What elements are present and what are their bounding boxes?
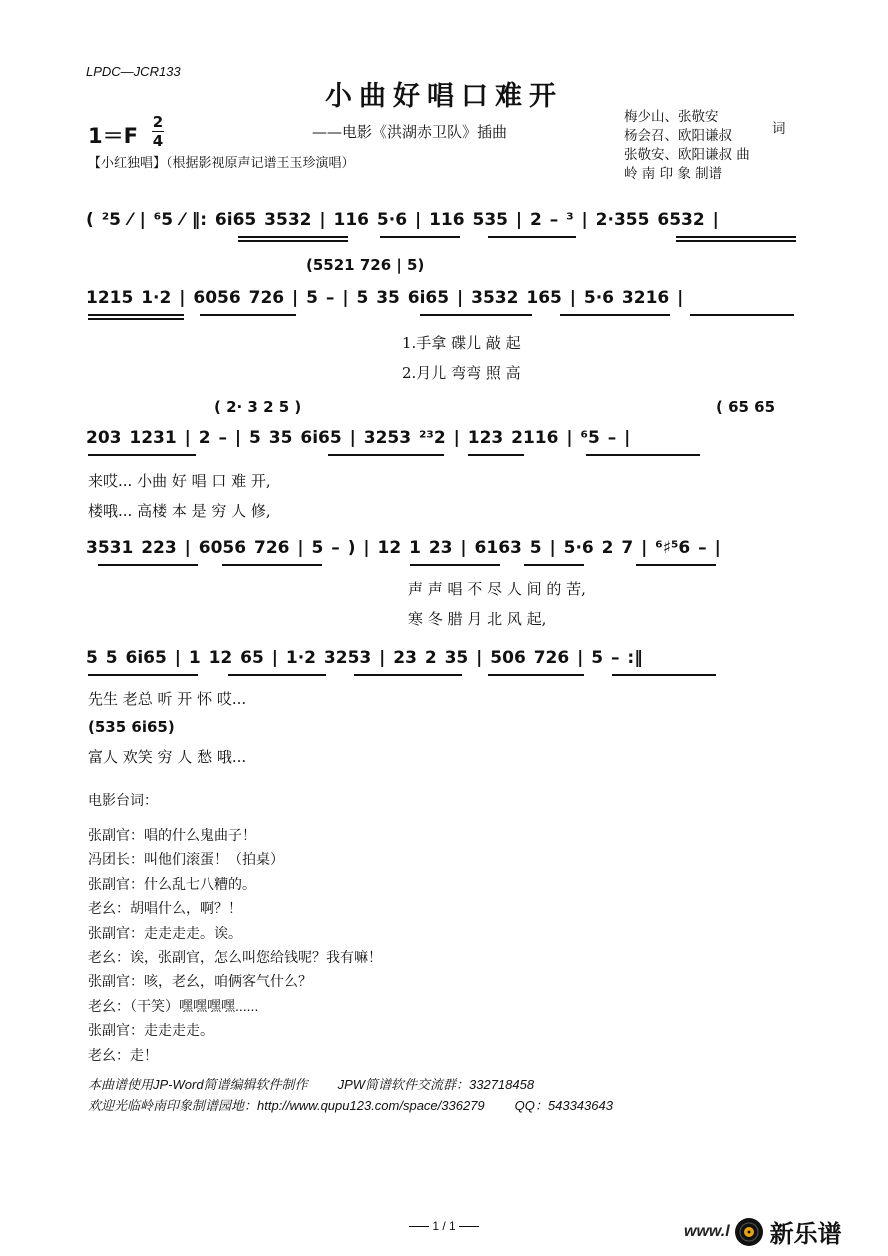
lyricist-role: 词 <box>772 121 786 137</box>
performance-note: 【小红独唱】（根据影视原声记谱王玉珍演唱） <box>88 156 355 171</box>
lyricists-line2: 杨会召、欧阳谦叔 <box>624 128 732 144</box>
row5-lyric-2: 富人 欢笑 穷 人 愁 哦... <box>88 748 247 766</box>
dialog-line: 张副官：唱的什么鬼曲子！ <box>88 827 256 843</box>
dialog-line: 张副官：走走走走。诶。 <box>88 924 242 941</box>
dialog-heading: 电影台词： <box>88 792 158 808</box>
brand-watermark <box>684 1214 842 1249</box>
time-bottom: 4 <box>152 132 164 150</box>
score-row-3-intro: ( 2· 3 2 5 ) <box>214 398 302 416</box>
score-row-4: 3531 223 | 6056 726 | 5 – ) | 12 1 23 | 6163 5 | 5·6 2 7 | ⁶♯⁵6 – | <box>86 538 721 558</box>
brand-url: www.l <box>684 1222 730 1240</box>
dialog-line: 老幺：（干笑）嘿嘿嘿嘿...... <box>88 997 259 1014</box>
key-signature: 1＝F <box>88 124 138 148</box>
dialog-line: 张副官：什么乱七八糟的。 <box>88 875 256 892</box>
dialog-line: 老幺：诶，张副官，怎么叫您给钱呢？我有嘛！ <box>88 949 382 966</box>
score-row-3: 203 1231 | 2 – | 5 35 6i65 | 3253 ²³2 | 123 2116 | ⁶5 – | <box>86 428 631 448</box>
score-row-2: 1215 1·2 | 6056 726 | 5 – | 5 35 6i65 | 3532 165 | 5·6 3216 | <box>86 288 684 308</box>
credits <box>624 108 786 184</box>
score-row-2-intro: (5521 726 | 5) <box>306 256 425 274</box>
row3-lyric-1: 来哎... 小曲 好 唱 口 难 开, <box>88 472 271 490</box>
score-row-3-intro-right: ( 65 65 <box>716 398 776 416</box>
score-code: LPDC—JCR133 <box>86 64 181 79</box>
score-row-5: 5 5 6i65 | 1 12 65 | 1·2 3253 | 23 2 35 | 506 726 | 5 – :‖ <box>86 648 643 668</box>
footer-site-link[interactable]: 欢迎光临岭南印象制谱园地：http://www.qupu123.com/space/336279 <box>88 1098 485 1113</box>
footer-software: 本曲谱使用JP-Word简谱编辑软件制作 <box>88 1077 308 1092</box>
arranger-line: 岭 南 印 象 制谱 <box>624 166 723 182</box>
row2-lyric-1: 1.手拿 碟儿 敲 起 <box>402 334 521 352</box>
dialog-list <box>88 823 382 1067</box>
row3-lyric-2: 楼哦... 高楼 本 是 穷 人 修, <box>88 502 271 520</box>
time-signature <box>152 114 164 149</box>
vinyl-record-icon <box>734 1217 764 1247</box>
footer-credits <box>88 1074 613 1116</box>
row5-lyric-1: 先生 老总 听 开 怀 哎... <box>88 690 247 708</box>
dialog-line: 冯团长：叫他们滚蛋！（拍桌） <box>88 851 284 868</box>
lyricists-line1: 梅少山、张敬安 <box>624 109 719 125</box>
row4-lyric-1: 声 声 唱 不 尽 人 间 的 苦, <box>408 580 586 598</box>
footer-group: JPW简谱软件交流群：332718458 <box>337 1077 535 1092</box>
brand-name: 新乐谱 <box>769 1220 842 1248</box>
score-row-5-intro: (535 6i65) <box>88 718 175 736</box>
dialog-line: 老幺：胡唱什么，啊？！ <box>88 900 242 917</box>
dialog-line: 张副官：走走走走。 <box>88 1022 214 1039</box>
dialog-line: 老幺：走！ <box>88 1046 158 1063</box>
score-row-1: ( ²5 ⁄ | ⁶5 ⁄ ‖: 6i65 3532 | 116 5·6 | 116 535 | 2 – ³ | 2·355 6532 | <box>86 210 719 230</box>
time-top: 2 <box>152 113 164 131</box>
dialog-line: 张副官：咳，老幺，咱俩客气什么？ <box>88 973 312 990</box>
footer-qq: QQ：543343643 <box>514 1098 613 1113</box>
row2-lyric-2: 2.月儿 弯弯 照 高 <box>402 364 521 382</box>
subtitle: ——电影《洪湖赤卫队》插曲 <box>312 123 508 141</box>
row4-lyric-2: 寒 冬 腊 月 北 风 起, <box>408 610 547 628</box>
composer-line: 张敬安、欧阳谦叔 曲 <box>624 147 750 163</box>
song-title: 小曲好唱口难开 <box>325 81 563 112</box>
page-number: 1 / 1 <box>0 1219 888 1233</box>
